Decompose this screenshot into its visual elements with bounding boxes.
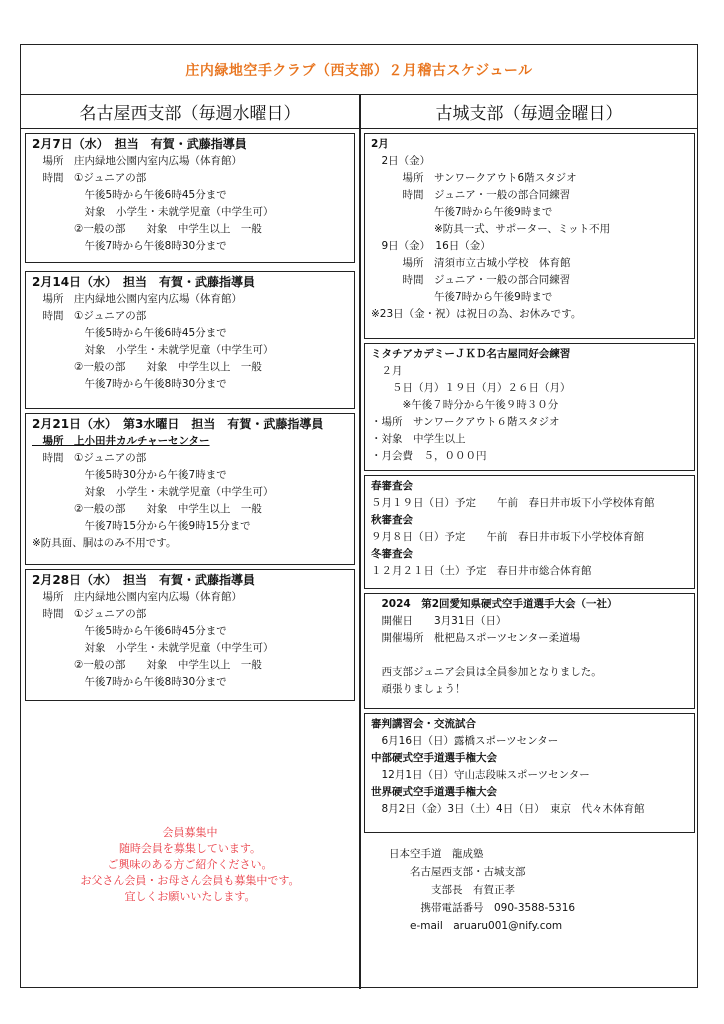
- right-box-0-line-9: 午後7時から午後9時まで: [371, 291, 553, 303]
- left-box-2-line-4: 対象 小学生・未就学児童（中学生可）: [32, 486, 274, 498]
- recruit-notice: [21, 741, 359, 989]
- left-box-0-line-4: 対象 小学生・未就学児童（中学生可）: [32, 206, 274, 218]
- recruit-line-1: 随時会員を募集しています。: [118, 842, 262, 855]
- right-box-0-line-0: 2月: [371, 138, 389, 150]
- recruit-line-2: ご興味のある方ご紹介ください。: [107, 858, 273, 871]
- right-box-0-line-5: ※防具一式、サポーター、ミット不用: [371, 223, 611, 235]
- right-box-3-line-0: 2024 第2回愛知県硬式空手道選手大会（一社）: [371, 598, 618, 610]
- right-box-1-line-5: ・対象 中学生以上: [371, 433, 466, 445]
- right-box-2-line-0: 春審査会: [371, 480, 413, 492]
- column-divider: [359, 95, 361, 989]
- left-box-3-line-0: 2月28日（水） 担当 有賀・武藤指導員: [32, 573, 256, 587]
- right-box-4-line-0: 審判講習会・交流試合: [371, 718, 476, 730]
- right-box-0-line-8: 時間 ジュニア・一般の部合同練習: [371, 274, 571, 286]
- left-box-0-line-6: 午後7時から午後8時30分まで: [32, 240, 227, 252]
- left-header: 名古屋西支部（毎週水曜日）: [21, 95, 359, 129]
- left-box-2: [25, 413, 355, 565]
- left-box-0-line-3: 午後5時から午後6時45分まで: [32, 189, 227, 201]
- right-box-0-line-3: 時間 ジュニア・一般の部合同練習: [371, 189, 571, 201]
- right-box-0: [364, 133, 695, 339]
- right-box-1-line-0: ミタチアカデミーＪＫＤ名古屋同好会練習: [371, 348, 571, 360]
- left-box-1-line-4: 対象 小学生・未就学児童（中学生可）: [32, 344, 274, 356]
- right-box-3-line-2: 開催場所 枇杷島スポーツセンター柔道場: [371, 632, 581, 644]
- schedule-sheet: [20, 44, 698, 988]
- left-box-1-line-1: 場所 庄内緑地公園内室内広場（体育館）: [32, 293, 242, 305]
- right-box-1-line-2: ５日（月）１９日（月）２６日（月）: [371, 382, 571, 394]
- right-box-0-line-2: 場所 サンワークアウト6階スタジオ: [371, 172, 577, 184]
- right-box-2-line-1: ５月１９日（日）予定 午前 春日井市坂下小学校体育館: [371, 497, 655, 509]
- right-box-2-line-3: ９月８日（日）予定 午前 春日井市坂下小学校体育館: [371, 531, 644, 543]
- left-box-0-line-0: 2月7日（水） 担当 有賀・武藤指導員: [32, 137, 247, 151]
- right-box-1-line-6: ・月会費 ５，０００円: [371, 450, 487, 462]
- left-box-2-line-0: 2月21日（水） 第3水曜日 担当 有賀・武藤指導員: [32, 417, 324, 431]
- left-box-3-line-1: 場所 庄内緑地公園内室内広場（体育館）: [32, 591, 242, 603]
- right-box-0-line-7: 場所 清須市立古城小学校 体育館: [371, 257, 571, 269]
- right-box-0-line-6: 9日（金） 16日（金）: [371, 240, 491, 252]
- page-title: 庄内緑地空手クラブ（西支部）２月稽古スケジュール: [185, 62, 533, 79]
- left-box-2-line-7: ※防具面、胴はのみ不用です。: [32, 537, 177, 549]
- left-box-1-line-5: ②一般の部 対象 中学生以上 一般: [32, 361, 262, 373]
- left-box-0: [25, 133, 355, 263]
- left-box-3-line-4: 対象 小学生・未就学児童（中学生可）: [32, 642, 274, 654]
- left-box-1-line-6: 午後7時から午後8時30分まで: [32, 378, 227, 390]
- right-box-3-line-1: 開催日 3月31日（日）: [371, 615, 507, 627]
- right-box-2-line-2: 秋審査会: [371, 514, 413, 526]
- left-box-0-line-2: 時間 ①ジュニアの部: [32, 172, 147, 184]
- right-box-2-line-5: １２月２１日（土）予定 春日井市総合体育館: [371, 565, 592, 577]
- right-box-4-line-2: 中部硬式空手道選手権大会: [371, 752, 497, 764]
- contact-line-3: 携帯電話番号 090-3588-5316: [389, 902, 576, 914]
- right-box-2: [364, 475, 695, 589]
- right-box-3-line-3: [371, 647, 688, 664]
- right-box-1-line-3: ※午後７時分から午後９時３０分: [371, 399, 559, 411]
- right-box-4-line-1: 6月16日（日）露橋スポーツセンター: [371, 735, 559, 747]
- left-box-2-line-6: 午後7時15分から午後9時15分まで: [32, 520, 251, 532]
- contact-line-1: 名古屋西支部・古城支部: [389, 866, 526, 878]
- title-bar: [21, 45, 697, 95]
- right-box-1-line-4: ・場所 サンワークアウト６階スタジオ: [371, 416, 560, 428]
- right-box-4-line-3: 12月1日（日）守山志段味スポーツセンター: [371, 769, 590, 781]
- left-box-3-line-6: 午後7時から午後8時30分まで: [32, 676, 227, 688]
- right-box-1: [364, 343, 695, 471]
- left-box-2-line-3: 午後5時30分から午後7時まで: [32, 469, 227, 481]
- right-box-4-line-4: 世界硬式空手道選手権大会: [371, 786, 497, 798]
- left-box-1-line-3: 午後5時から午後6時45分まで: [32, 327, 227, 339]
- recruit-line-3: お父さん会員・お母さん会員も募集中です。: [80, 874, 300, 887]
- right-box-1-line-1: ２月: [371, 365, 403, 377]
- left-box-0-line-1: 場所 庄内緑地公園内室内広場（体育館）: [32, 155, 242, 167]
- right-box-3-line-5: 頑張りましょう！: [371, 683, 466, 695]
- recruit-line-0: 会員募集中: [162, 826, 218, 839]
- right-box-2-line-4: 冬審査会: [371, 548, 413, 560]
- right-header: 古城支部（毎週金曜日）: [361, 95, 698, 129]
- left-box-3-line-5: ②一般の部 対象 中学生以上 一般: [32, 659, 262, 671]
- left-box-3-line-2: 時間 ①ジュニアの部: [32, 608, 147, 620]
- left-box-1-line-2: 時間 ①ジュニアの部: [32, 310, 147, 322]
- right-box-3-line-4: 西支部ジュニア会員は全員参加となりました。: [371, 666, 602, 678]
- left-box-1-line-0: 2月14日（水） 担当 有賀・武藤指導員: [32, 275, 256, 289]
- right-box-4-line-5: 8月2日（金）3日（土）4日（日） 東京 代々木体育館: [371, 803, 645, 815]
- contact-line-4: e-mail aruaru001@nify.com: [389, 920, 563, 932]
- contact-line-2: 支部長 有賀正孝: [389, 884, 515, 896]
- left-box-2-line-1: 場所 上小田井カルチャーセンター: [32, 435, 210, 447]
- left-box-2-line-5: ②一般の部 対象 中学生以上 一般: [32, 503, 262, 515]
- left-box-1: [25, 271, 355, 409]
- contact-info: [389, 845, 575, 935]
- left-box-3-line-3: 午後5時から午後6時45分まで: [32, 625, 227, 637]
- right-box-4: [364, 713, 695, 833]
- recruit-line-4: 宜しくお願いいたします。: [124, 890, 256, 903]
- left-box-2-line-2: 時間 ①ジュニアの部: [32, 452, 147, 464]
- right-box-0-line-4: 午後7時から午後9時まで: [371, 206, 553, 218]
- right-box-0-line-1: 2日（金）: [371, 155, 431, 167]
- left-box-0-line-5: ②一般の部 対象 中学生以上 一般: [32, 223, 262, 235]
- right-box-3: [364, 593, 695, 709]
- right-box-0-line-10: ※23日（金・祝）は祝日の為、お休みです。: [371, 308, 582, 320]
- contact-line-0: 日本空手道 龍成塾: [389, 848, 484, 860]
- left-box-3: [25, 569, 355, 701]
